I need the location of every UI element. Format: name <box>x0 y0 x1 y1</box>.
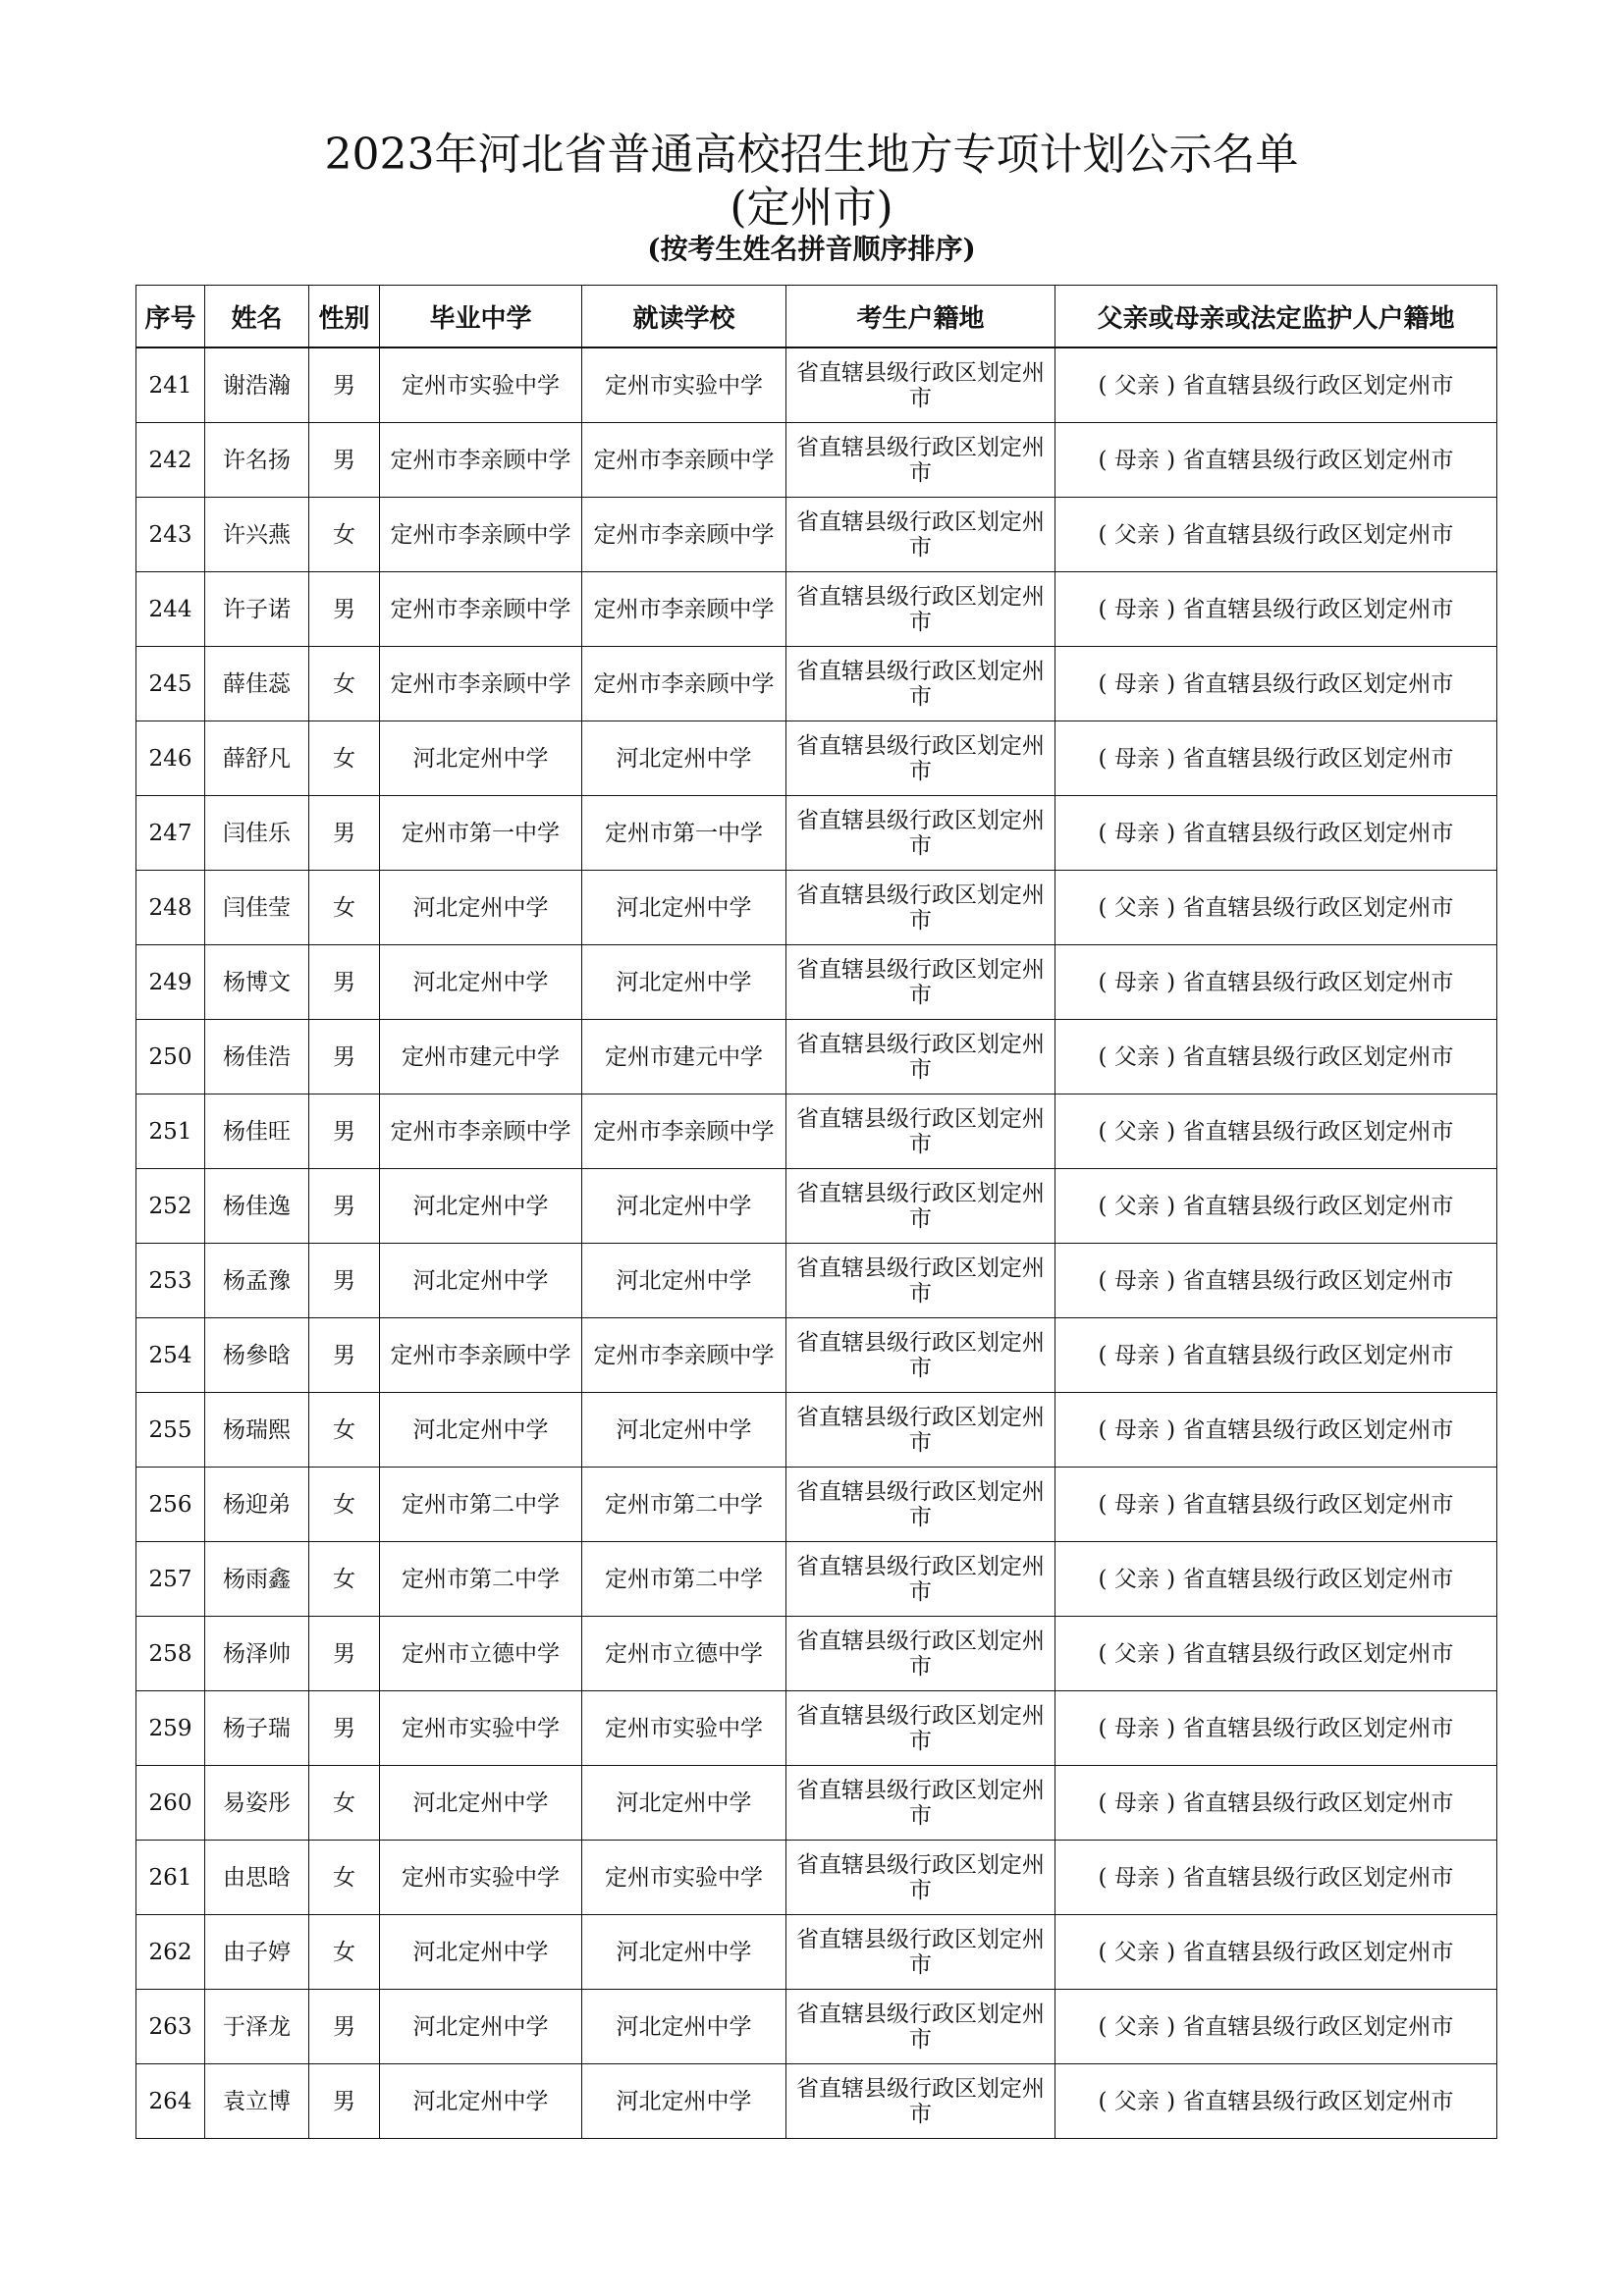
household-registration-cell: 省直辖县级行政区划定州市 <box>786 1244 1055 1318</box>
guardian-registration-cell: ( 父亲 ) 省直辖县级行政区划定州市 <box>1055 1169 1497 1244</box>
table-row <box>136 1020 1497 1095</box>
gender-cell: 女 <box>309 1841 380 1915</box>
current-school-cell: 河北定州中学 <box>582 871 786 945</box>
current-school-cell: 河北定州中学 <box>582 721 786 796</box>
table-row <box>136 1841 1497 1915</box>
household-registration-cell: 省直辖县级行政区划定州市 <box>786 796 1055 871</box>
serial-number-cell: 251 <box>136 1095 205 1169</box>
student-name-cell: 许兴燕 <box>205 498 309 572</box>
current-school-cell: 定州市实验中学 <box>582 347 786 423</box>
student-name-cell: 杨泽帅 <box>205 1617 309 1691</box>
household-registration-cell: 省直辖县级行政区划定州市 <box>786 1318 1055 1393</box>
table-row <box>136 1095 1497 1169</box>
guardian-registration-cell: ( 父亲 ) 省直辖县级行政区划定州市 <box>1055 871 1497 945</box>
header-cell: 性别 <box>309 286 380 348</box>
gender-cell: 女 <box>309 721 380 796</box>
student-name-cell: 杨雨鑫 <box>205 1542 309 1617</box>
serial-number-cell: 244 <box>136 572 205 647</box>
graduation-school-cell: 定州市李亲顾中学 <box>380 1318 582 1393</box>
serial-number-cell: 241 <box>136 347 205 423</box>
current-school-cell: 定州市李亲顾中学 <box>582 423 786 498</box>
graduation-school-cell: 定州市李亲顾中学 <box>380 423 582 498</box>
table-row <box>136 572 1497 647</box>
gender-cell: 女 <box>309 647 380 721</box>
table-row <box>136 1244 1497 1318</box>
serial-number-cell: 245 <box>136 647 205 721</box>
household-registration-cell: 省直辖县级行政区划定州市 <box>786 945 1055 1020</box>
graduation-school-cell: 河北定州中学 <box>380 871 582 945</box>
household-registration-cell: 省直辖县级行政区划定州市 <box>786 1841 1055 1915</box>
household-registration-cell: 省直辖县级行政区划定州市 <box>786 647 1055 721</box>
document-subtitle: (定州市) <box>730 183 893 233</box>
table-row <box>136 1915 1497 1990</box>
current-school-cell: 定州市立德中学 <box>582 1617 786 1691</box>
student-name-cell: 由子婷 <box>205 1915 309 1990</box>
gender-cell: 男 <box>309 1617 380 1691</box>
table-row <box>136 1691 1497 1766</box>
serial-number-cell: 260 <box>136 1766 205 1841</box>
serial-number-cell: 243 <box>136 498 205 572</box>
guardian-registration-cell: ( 母亲 ) 省直辖县级行政区划定州市 <box>1055 1766 1497 1841</box>
serial-number-cell: 255 <box>136 1393 205 1468</box>
student-name-cell: 杨博文 <box>205 945 309 1020</box>
household-registration-cell: 省直辖县级行政区划定州市 <box>786 1542 1055 1617</box>
current-school-cell: 河北定州中学 <box>582 2064 786 2139</box>
table-row <box>136 2064 1497 2139</box>
graduation-school-cell: 定州市立德中学 <box>380 1617 582 1691</box>
current-school-cell: 定州市李亲顾中学 <box>582 647 786 721</box>
table-header-row <box>136 286 1497 348</box>
student-name-cell: 由思晗 <box>205 1841 309 1915</box>
graduation-school-cell: 河北定州中学 <box>380 1244 582 1318</box>
graduation-school-cell: 河北定州中学 <box>380 1766 582 1841</box>
student-name-cell: 杨迎弟 <box>205 1468 309 1542</box>
gender-cell: 男 <box>309 1095 380 1169</box>
current-school-cell: 河北定州中学 <box>582 1244 786 1318</box>
table-row <box>136 1990 1497 2064</box>
table-row <box>136 945 1497 1020</box>
student-name-cell: 杨瑞熙 <box>205 1393 309 1468</box>
graduation-school-cell: 定州市李亲顾中学 <box>380 1095 582 1169</box>
graduation-school-cell: 定州市第二中学 <box>380 1542 582 1617</box>
serial-number-cell: 247 <box>136 796 205 871</box>
household-registration-cell: 省直辖县级行政区划定州市 <box>786 1990 1055 2064</box>
graduation-school-cell: 定州市实验中学 <box>380 347 582 423</box>
household-registration-cell: 省直辖县级行政区划定州市 <box>786 1691 1055 1766</box>
current-school-cell: 河北定州中学 <box>582 1766 786 1841</box>
current-school-cell: 定州市第二中学 <box>582 1468 786 1542</box>
student-name-cell: 谢浩瀚 <box>205 347 309 423</box>
guardian-registration-cell: ( 父亲 ) 省直辖县级行政区划定州市 <box>1055 2064 1497 2139</box>
household-registration-cell: 省直辖县级行政区划定州市 <box>786 572 1055 647</box>
table-row <box>136 1617 1497 1691</box>
student-name-cell: 杨佳浩 <box>205 1020 309 1095</box>
table-body <box>136 347 1497 2139</box>
student-name-cell: 闫佳莹 <box>205 871 309 945</box>
header-cell: 姓名 <box>205 286 309 348</box>
guardian-registration-cell: ( 母亲 ) 省直辖县级行政区划定州市 <box>1055 1691 1497 1766</box>
guardian-registration-cell: ( 母亲 ) 省直辖县级行政区划定州市 <box>1055 572 1497 647</box>
serial-number-cell: 249 <box>136 945 205 1020</box>
household-registration-cell: 省直辖县级行政区划定州市 <box>786 1766 1055 1841</box>
gender-cell: 女 <box>309 1393 380 1468</box>
table-row <box>136 1393 1497 1468</box>
gender-cell: 男 <box>309 1691 380 1766</box>
header-cell: 毕业中学 <box>380 286 582 348</box>
current-school-cell: 河北定州中学 <box>582 945 786 1020</box>
current-school-cell: 定州市建元中学 <box>582 1020 786 1095</box>
serial-number-cell: 261 <box>136 1841 205 1915</box>
graduation-school-cell: 河北定州中学 <box>380 1915 582 1990</box>
table-row <box>136 423 1497 498</box>
household-registration-cell: 省直辖县级行政区划定州市 <box>786 1393 1055 1468</box>
household-registration-cell: 省直辖县级行政区划定州市 <box>786 498 1055 572</box>
serial-number-cell: 256 <box>136 1468 205 1542</box>
guardian-registration-cell: ( 母亲 ) 省直辖县级行政区划定州市 <box>1055 796 1497 871</box>
serial-number-cell: 264 <box>136 2064 205 2139</box>
household-registration-cell: 省直辖县级行政区划定州市 <box>786 2064 1055 2139</box>
guardian-registration-cell: ( 母亲 ) 省直辖县级行政区划定州市 <box>1055 1244 1497 1318</box>
student-name-cell: 薛舒凡 <box>205 721 309 796</box>
household-registration-cell: 省直辖县级行政区划定州市 <box>786 1617 1055 1691</box>
student-name-cell: 于泽龙 <box>205 1990 309 2064</box>
table-row <box>136 1766 1497 1841</box>
graduation-school-cell: 河北定州中学 <box>380 1393 582 1468</box>
household-registration-cell: 省直辖县级行政区划定州市 <box>786 347 1055 423</box>
guardian-registration-cell: ( 父亲 ) 省直辖县级行政区划定州市 <box>1055 347 1497 423</box>
graduation-school-cell: 定州市李亲顾中学 <box>380 572 582 647</box>
graduation-school-cell: 河北定州中学 <box>380 1169 582 1244</box>
student-name-cell: 袁立博 <box>205 2064 309 2139</box>
serial-number-cell: 248 <box>136 871 205 945</box>
gender-cell: 男 <box>309 1244 380 1318</box>
table-row <box>136 1169 1497 1244</box>
current-school-cell: 河北定州中学 <box>582 1990 786 2064</box>
table-row <box>136 871 1497 945</box>
graduation-school-cell: 河北定州中学 <box>380 721 582 796</box>
gender-cell: 女 <box>309 498 380 572</box>
student-name-cell: 杨佳旺 <box>205 1095 309 1169</box>
current-school-cell: 定州市李亲顾中学 <box>582 498 786 572</box>
household-registration-cell: 省直辖县级行政区划定州市 <box>786 1020 1055 1095</box>
serial-number-cell: 250 <box>136 1020 205 1095</box>
gender-cell: 男 <box>309 347 380 423</box>
guardian-registration-cell: ( 母亲 ) 省直辖县级行政区划定州市 <box>1055 1841 1497 1915</box>
current-school-cell: 河北定州中学 <box>582 1169 786 1244</box>
gender-cell: 男 <box>309 1318 380 1393</box>
serial-number-cell: 242 <box>136 423 205 498</box>
student-name-cell: 许子诺 <box>205 572 309 647</box>
header-cell: 父亲或母亲或法定监护人户籍地 <box>1055 286 1497 348</box>
header-cell: 序号 <box>136 286 205 348</box>
graduation-school-cell: 定州市建元中学 <box>380 1020 582 1095</box>
guardian-registration-cell: ( 父亲 ) 省直辖县级行政区划定州市 <box>1055 1915 1497 1990</box>
serial-number-cell: 259 <box>136 1691 205 1766</box>
table-row <box>136 1318 1497 1393</box>
guardian-registration-cell: ( 母亲 ) 省直辖县级行政区划定州市 <box>1055 1318 1497 1393</box>
current-school-cell: 河北定州中学 <box>582 1915 786 1990</box>
table-row <box>136 721 1497 796</box>
current-school-cell: 定州市李亲顾中学 <box>582 1318 786 1393</box>
serial-number-cell: 262 <box>136 1915 205 1990</box>
gender-cell: 女 <box>309 871 380 945</box>
table-row <box>136 347 1497 423</box>
current-school-cell: 定州市第二中学 <box>582 1542 786 1617</box>
guardian-registration-cell: ( 母亲 ) 省直辖县级行政区划定州市 <box>1055 423 1497 498</box>
graduation-school-cell: 河北定州中学 <box>380 945 582 1020</box>
graduation-school-cell: 河北定州中学 <box>380 2064 582 2139</box>
gender-cell: 男 <box>309 1990 380 2064</box>
student-name-cell: 杨佳逸 <box>205 1169 309 1244</box>
gender-cell: 男 <box>309 796 380 871</box>
gender-cell: 男 <box>309 423 380 498</box>
household-registration-cell: 省直辖县级行政区划定州市 <box>786 721 1055 796</box>
guardian-registration-cell: ( 父亲 ) 省直辖县级行政区划定州市 <box>1055 498 1497 572</box>
student-name-cell: 杨孟豫 <box>205 1244 309 1318</box>
guardian-registration-cell: ( 母亲 ) 省直辖县级行政区划定州市 <box>1055 1468 1497 1542</box>
serial-number-cell: 257 <box>136 1542 205 1617</box>
guardian-registration-cell: ( 父亲 ) 省直辖县级行政区划定州市 <box>1055 1020 1497 1095</box>
household-registration-cell: 省直辖县级行政区划定州市 <box>786 423 1055 498</box>
current-school-cell: 定州市李亲顾中学 <box>582 572 786 647</box>
table-row <box>136 1542 1497 1617</box>
gender-cell: 男 <box>309 572 380 647</box>
household-registration-cell: 省直辖县级行政区划定州市 <box>786 1169 1055 1244</box>
guardian-registration-cell: ( 父亲 ) 省直辖县级行政区划定州市 <box>1055 1617 1497 1691</box>
gender-cell: 男 <box>309 945 380 1020</box>
current-school-cell: 河北定州中学 <box>582 1393 786 1468</box>
guardian-registration-cell: ( 母亲 ) 省直辖县级行政区划定州市 <box>1055 647 1497 721</box>
guardian-registration-cell: ( 父亲 ) 省直辖县级行政区划定州市 <box>1055 1990 1497 2064</box>
current-school-cell: 定州市第一中学 <box>582 796 786 871</box>
gender-cell: 男 <box>309 1020 380 1095</box>
header-cell: 考生户籍地 <box>786 286 1055 348</box>
document-title: 2023年河北省普通高校招生地方专项计划公示名单 <box>324 130 1299 180</box>
current-school-cell: 定州市实验中学 <box>582 1841 786 1915</box>
student-name-cell: 薛佳蕊 <box>205 647 309 721</box>
sort-note: (按考生姓名拼音顺序排序) <box>647 233 976 265</box>
table-row <box>136 1468 1497 1542</box>
graduation-school-cell: 定州市实验中学 <box>380 1841 582 1915</box>
serial-number-cell: 254 <box>136 1318 205 1393</box>
serial-number-cell: 253 <box>136 1244 205 1318</box>
current-school-cell: 定州市李亲顾中学 <box>582 1095 786 1169</box>
guardian-registration-cell: ( 母亲 ) 省直辖县级行政区划定州市 <box>1055 721 1497 796</box>
guardian-registration-cell: ( 父亲 ) 省直辖县级行政区划定州市 <box>1055 1095 1497 1169</box>
serial-number-cell: 263 <box>136 1990 205 2064</box>
student-name-cell: 杨參晗 <box>205 1318 309 1393</box>
graduation-school-cell: 定州市第一中学 <box>380 796 582 871</box>
guardian-registration-cell: ( 母亲 ) 省直辖县级行政区划定州市 <box>1055 1393 1497 1468</box>
household-registration-cell: 省直辖县级行政区划定州市 <box>786 871 1055 945</box>
serial-number-cell: 252 <box>136 1169 205 1244</box>
gender-cell: 男 <box>309 1169 380 1244</box>
guardian-registration-cell: ( 母亲 ) 省直辖县级行政区划定州市 <box>1055 945 1497 1020</box>
graduation-school-cell: 定州市实验中学 <box>380 1691 582 1766</box>
table-row <box>136 647 1497 721</box>
gender-cell: 男 <box>309 2064 380 2139</box>
gender-cell: 女 <box>309 1468 380 1542</box>
student-name-cell: 易姿彤 <box>205 1766 309 1841</box>
admission-list-table <box>135 285 1497 2139</box>
table-row <box>136 498 1497 572</box>
gender-cell: 女 <box>309 1542 380 1617</box>
graduation-school-cell: 河北定州中学 <box>380 1990 582 2064</box>
household-registration-cell: 省直辖县级行政区划定州市 <box>786 1095 1055 1169</box>
household-registration-cell: 省直辖县级行政区划定州市 <box>786 1468 1055 1542</box>
guardian-registration-cell: ( 父亲 ) 省直辖县级行政区划定州市 <box>1055 1542 1497 1617</box>
student-name-cell: 许名扬 <box>205 423 309 498</box>
table-row <box>136 796 1497 871</box>
gender-cell: 女 <box>309 1766 380 1841</box>
header-cell: 就读学校 <box>582 286 786 348</box>
graduation-school-cell: 定州市第二中学 <box>380 1468 582 1542</box>
student-name-cell: 闫佳乐 <box>205 796 309 871</box>
graduation-school-cell: 定州市李亲顾中学 <box>380 498 582 572</box>
serial-number-cell: 246 <box>136 721 205 796</box>
gender-cell: 女 <box>309 1915 380 1990</box>
graduation-school-cell: 定州市李亲顾中学 <box>380 647 582 721</box>
household-registration-cell: 省直辖县级行政区划定州市 <box>786 1915 1055 1990</box>
current-school-cell: 定州市实验中学 <box>582 1691 786 1766</box>
student-name-cell: 杨子瑞 <box>205 1691 309 1766</box>
serial-number-cell: 258 <box>136 1617 205 1691</box>
